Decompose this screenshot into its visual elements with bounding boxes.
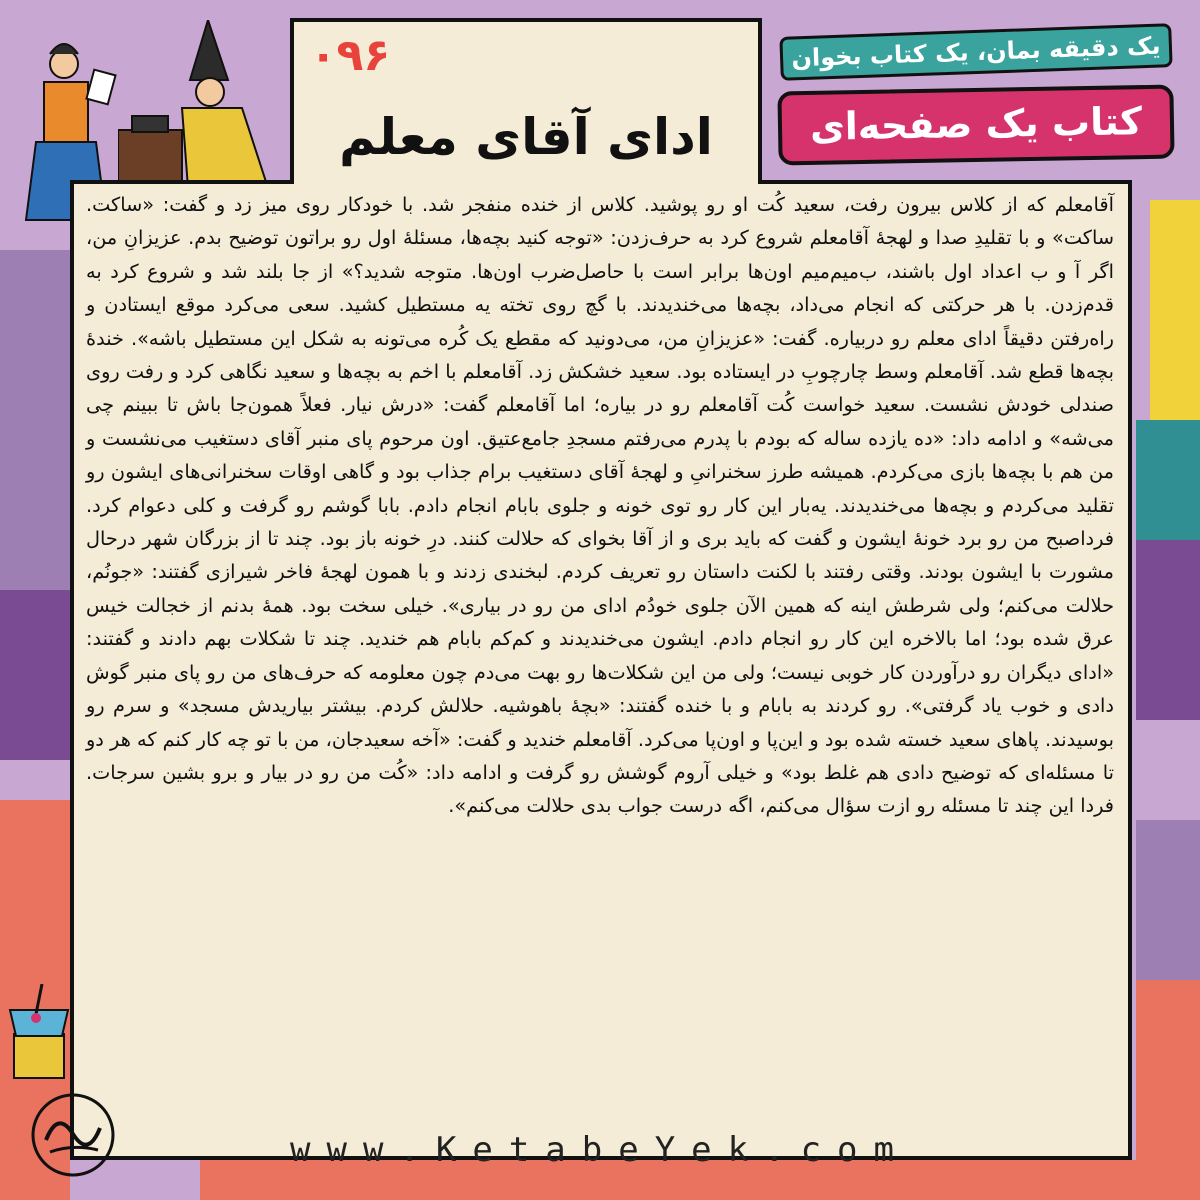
story-paragraph: آقامعلم که از کلاس بیرون رفت، سعید کُت او رو پوشید. کلاس از خنده منفجر شد. با خودکار روی میز زد و گفت: «ساکت. ساکت» و با تقلیدِ صدا و لهجهٔ آقامعلم شروع کرد به حرف‌زدن: «توجه کنید بچه‌ها، مسئلهٔ اول رو براتون توضیح بدم. عزیزانِ من، اگر آ و ب اعداد اول باشند، ب‌میم‌میم اون‌ها برابر است با حاصل‌ضرب اون‌ها. متوجه شدید؟» از جا بلند شد و شروع کرد به قدم‌زدن. با هر حرکتی که انجام می‌داد، بچه‌ها می‌خندیدند. با گچ روی تخته یه مستطیل کشید. سعی می‌کرد موقع ایستادن و راه‌رفتن دقیقاً ادای معلم رو دربیاره. گفت: «عزیزانِ من، می‌دونید که مقطع یک کُره می‌تونه به شکل این مستطیل باشه». خندهٔ بچه‌ها قطع شد. آقامعلم وسط چارچوبِ در ایستاده بود. سعید خشکش زد. آقامعلم با اخم به بچه‌ها و سعید نگاهی کرد و رفت روی صندلی خودش نشست. سعید خواست کُت آقامعلم رو در بیاره؛ اما آقامعلم گفت: «درش نیار. فعلاً همون‌جا باش تا ببینم چی می‌شه» و ادامه داد: «ده یازده ساله که بودم با پدرم می‌رفتم مسجدِ جامع‌عتیق. اون مرحوم پای منبر آقای دستغیب می‌نشست و من هم با بچه‌ها بازی می‌کردم. همیشه طرز سخنرانیِ و لهجهٔ آقای دستغیب برام جذاب بود و گاهی اوقات سخنرانی‌های ایشون رو تقلید می‌کردم و بچه‌ها می‌خندیدند. یه‌بار این کار رو توی خونه و جلوی بابام انجام دادم. بابا گوشم رو گرفت و کلی دعوام کرد. فرداصبح من رو برد خونهٔ ایشون و گفت که باید بری و از آقا بخوای که حلالت کنند. درِ خونه باز بود. چند تا از بزرگان شهر درحال مشورت با ایشون بودند. وقتی رفتند با لکنت داستان رو تعریف کردم. لبخندی زدند و با همون لهجهٔ فاخر شیرازی گفتند: «جونُم، حلالت می‌کنم؛ ولی شرطش اینه که همین الآن جلوی خودُم ادای من رو در بیاری». خیلی سخت بود. همهٔ بدنم از خجالت خیس عرق شده بود؛ اما بالاخره این کار رو انجام دادم. ایشون می‌خندیدند و کم‌کم بابام هم خندید. چند تا شکلات بهم دادند و گفتند: «ادای دیگران رو درآوردن کار خوبی نیست؛ ولی من این شکلات‌ها رو بهت می‌دم چون معلومه که حرف‌های من رو پای منبر گوش دادی و خوب یاد گرفتی». رو کردند به بابام و با خنده گفتند: «بچهٔ باهوشیه. حلالش کردم. بیشتر بیاریدش مسجد» و سرم رو بوسیدند. پاهای سعید خسته شده بود و این‌پا و اون‌پا می‌کرد. آقامعلم خندید و گفت: «آخه سعیدجان، من با تو چه کار کنم که هر دو تا مسئله‌ای که توضیح دادی هم غلط بود» و خیلی آروم گوشش رو گرفت و ادامه داد: «کُت من رو در بیار و برو بشین سرجات. فردا این چند تا مسئله رو ازت سؤال می‌کنم، اگه درست جواب بدی حلالت می‌کنم». xyxy=(86,193,1114,818)
bg-block xyxy=(0,590,70,760)
bg-block xyxy=(1136,420,1200,540)
man-at-box-illustration xyxy=(118,20,288,200)
bg-block xyxy=(1136,980,1200,1200)
series-badge: کتاب یک صفحه‌ای xyxy=(777,85,1174,166)
bg-block xyxy=(1136,820,1200,980)
paper-join xyxy=(294,176,758,186)
website-url[interactable]: www.KetabeYek.com xyxy=(290,1130,910,1170)
slogan-badge: یک دقیقه بمان، یک کتاب بخوان xyxy=(779,23,1172,81)
bg-block xyxy=(1150,200,1200,420)
pot-on-stand-illustration xyxy=(6,984,72,1084)
bg-block xyxy=(0,450,72,590)
bg-block xyxy=(1136,540,1200,720)
page-number: ۰۹۶ xyxy=(309,30,391,81)
story-body xyxy=(86,188,1114,1138)
signature-seal xyxy=(28,1090,118,1180)
bg-block xyxy=(0,250,80,450)
story-title: ادای آقای معلم xyxy=(339,108,713,166)
